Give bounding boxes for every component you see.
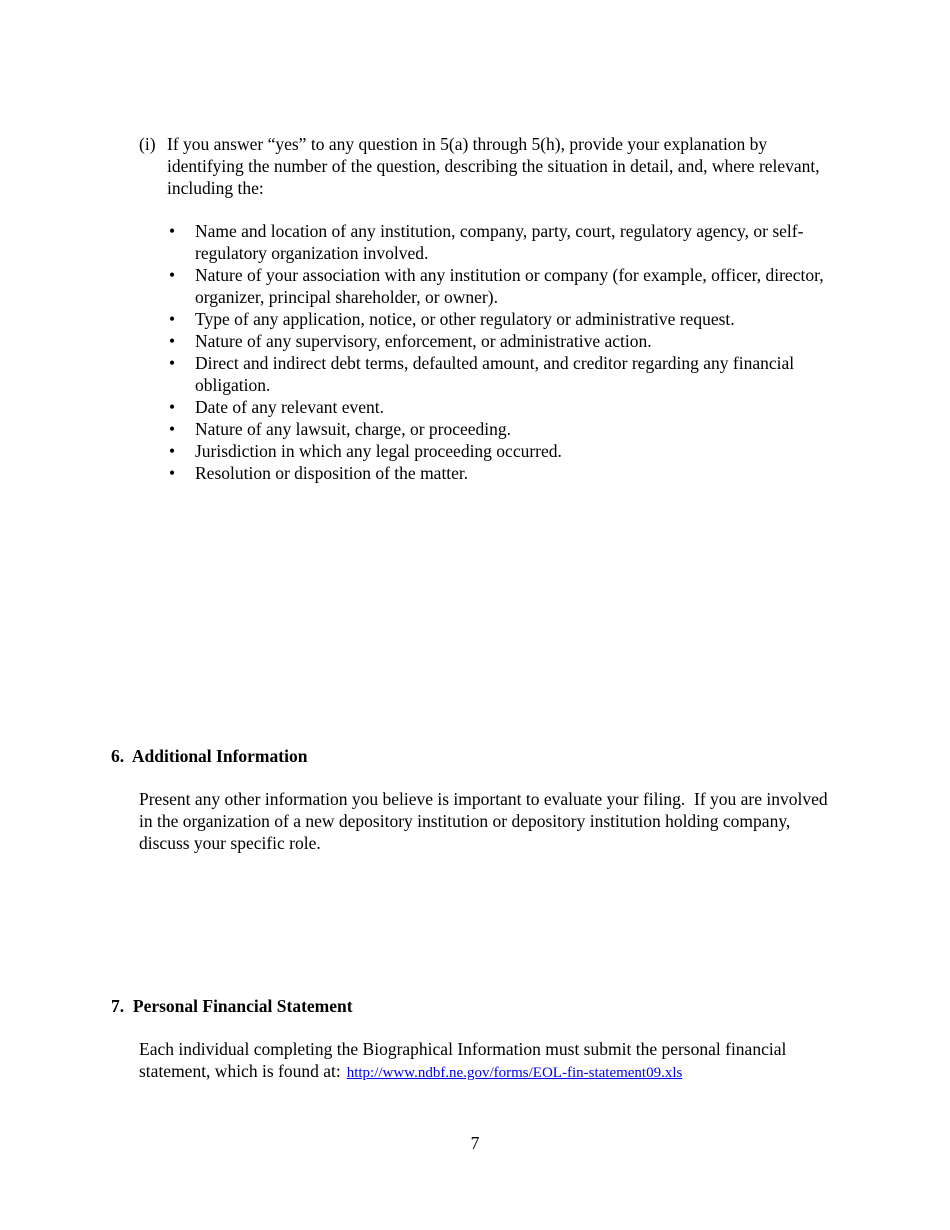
item-i	[139, 133, 839, 199]
bullet-icon: •	[169, 463, 176, 483]
bullet-icon: •	[169, 441, 176, 461]
list-item-text: Date of any relevant event.	[195, 397, 385, 417]
list-item-text: Nature of any supervisory, enforcement, or administrative action.	[195, 331, 652, 351]
bullet-icon: •	[169, 397, 176, 417]
section-6-text: Present any other information you believe is important to evaluate your filing. If you are involved in the organization of a new depository institution or depository institution holding company, discuss your specific role.	[139, 789, 833, 853]
list-item-text: Direct and indirect debt terms, defaulted amount, and creditor regarding any financial obligation.	[195, 353, 795, 395]
list-item-text: Resolution or disposition of the matter.	[195, 463, 469, 483]
section-7-text: Each individual completing the Biographical Information must submit the personal financial statement, which is found at:	[139, 1039, 787, 1081]
list-item-text: Nature of your association with any institution or company (for example, officer, director, organizer, principal shareholder, or owner).	[195, 265, 824, 307]
bullet-list	[167, 220, 857, 484]
page-number: 7	[470, 1133, 480, 1153]
list-item	[167, 462, 857, 484]
bullet-icon: •	[169, 353, 176, 373]
financial-statement-link[interactable]: http://www.ndbf.ne.gov/forms/EOL-fin-statement09.xls	[346, 1065, 683, 1081]
list-item	[167, 418, 857, 440]
list-item	[167, 396, 857, 418]
list-item	[167, 330, 857, 352]
bullet-icon: •	[169, 265, 176, 285]
bullet-icon: •	[169, 331, 176, 351]
section-7-heading: 7. Personal Financial Statement	[111, 996, 353, 1016]
section-7-paragraph	[139, 1038, 849, 1084]
list-item-text: Type of any application, notice, or other regulatory or administrative request.	[195, 309, 735, 329]
list-item-text: Jurisdiction in which any legal proceeding occurred.	[195, 441, 562, 461]
list-item	[167, 440, 857, 462]
list-item-text: Name and location of any institution, company, party, court, regulatory agency, or self-regulatory organization involved.	[195, 221, 804, 263]
item-i-text: If you answer “yes” to any question in 5(a) through 5(h), provide your explanation by identifying the number of the question, describing the situation in detail, and, where relevant, including the:	[167, 134, 820, 198]
list-item	[167, 220, 857, 264]
bullet-icon: •	[169, 221, 176, 241]
bullet-icon: •	[169, 419, 176, 439]
list-item	[167, 352, 857, 396]
section-6-heading: 6. Additional Information	[111, 746, 308, 766]
list-item	[167, 308, 857, 330]
item-i-marker: (i)	[139, 134, 156, 154]
bullet-icon: •	[169, 309, 176, 329]
list-item	[167, 264, 857, 308]
list-item-text: Nature of any lawsuit, charge, or proceeding.	[195, 419, 512, 439]
